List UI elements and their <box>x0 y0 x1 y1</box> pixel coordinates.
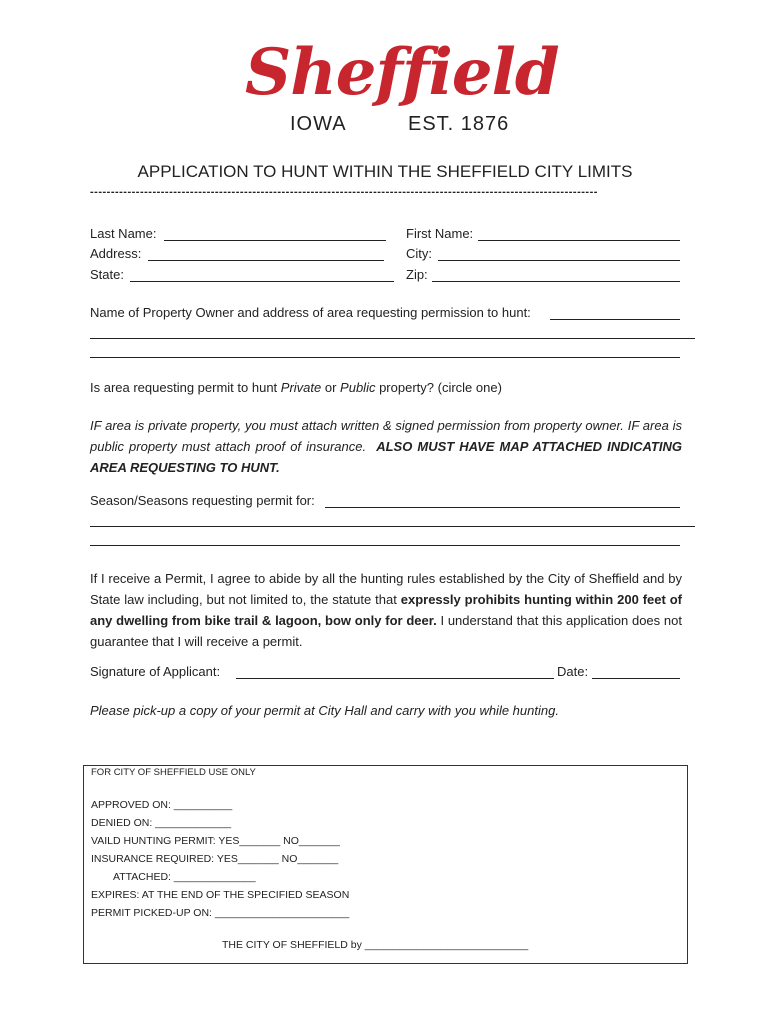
pickup-note: Please pick-up a copy of your permit at City Hall and carry with you while hunting. <box>90 703 559 718</box>
city-label: City: <box>406 246 432 261</box>
approved-on: APPROVED ON: __________ <box>91 799 233 811</box>
season-field[interactable] <box>325 507 680 508</box>
zip-label: Zip: <box>406 267 428 282</box>
agreement-text-end: I understand that this application does not guarantee that I will receive a permit. <box>90 613 682 649</box>
season-line-2[interactable] <box>90 526 695 527</box>
date-field[interactable] <box>592 678 680 679</box>
signature-field[interactable] <box>236 678 554 679</box>
first-name-label: First Name: <box>406 226 474 241</box>
agreement-paragraph <box>90 568 682 652</box>
denied-on: DENIED ON: _____________ <box>91 817 232 829</box>
title-divider: -------------------------------------------------------------------------------------------------------------------------- <box>90 186 598 198</box>
page-title: APPLICATION TO HUNT WITHIN THE SHEFFIELD CITY LIMITS <box>137 162 633 181</box>
private-public-question <box>90 380 502 395</box>
address-label: Address: <box>90 246 142 261</box>
first-name-field[interactable] <box>478 240 680 241</box>
last-name-label: Last Name: <box>90 226 157 241</box>
sheffield-logo: Sheffield <box>245 35 559 110</box>
address-field[interactable] <box>148 260 384 261</box>
signature-label: Signature of Applicant: <box>90 664 221 679</box>
state-field[interactable] <box>130 281 394 282</box>
notice-italic-text: IF area is private property, you must attach written & signed permission from property owner. IF area is public property must attach proof of insurance. <box>90 418 682 454</box>
private-property-notice <box>90 415 682 478</box>
valid-hunting-permit: VAILD HUNTING PERMIT: YES_______ NO_______ <box>91 835 340 847</box>
agreement-text-start: If I receive a Permit, I agree to abide by all the hunting rules established by the City of Sheffield and by State law including, but not limited to, the statute that <box>90 571 682 607</box>
insurance-attached: ATTACHED: ______________ <box>113 871 256 883</box>
zip-field[interactable] <box>432 281 680 282</box>
logo-state: IOWA <box>290 113 347 135</box>
insurance-required: INSURANCE REQUIRED: YES_______ NO_______ <box>91 853 339 865</box>
property-owner-line-2[interactable] <box>90 338 695 339</box>
permit-picked-up-on: PERMIT PICKED-UP ON: _______________________ <box>91 907 350 919</box>
season-label: Season/Seasons requesting permit for: <box>90 493 315 508</box>
property-owner-label: Name of Property Owner and address of area requesting permission to hunt: <box>90 305 531 320</box>
property-owner-field[interactable] <box>550 319 680 320</box>
date-label: Date: <box>557 664 589 679</box>
question-or: or <box>321 380 341 395</box>
expires: EXPIRES: AT THE END OF THE SPECIFIED SEASON <box>91 889 350 901</box>
state-label: State: <box>90 267 124 282</box>
office-use-heading: FOR CITY OF SHEFFIELD USE ONLY <box>91 767 256 778</box>
question-prefix: Is area requesting permit to hunt <box>90 380 281 395</box>
agreement-statute-text: expressly prohibits hunting within 200 feet of any dwelling from bike trail & lagoon, bow only for deer. <box>90 592 682 628</box>
option-private[interactable]: Private <box>280 380 322 395</box>
question-suffix: property? (circle one) <box>375 380 502 395</box>
logo-established: EST. 1876 <box>408 113 510 135</box>
city-signature: THE CITY OF SHEFFIELD by ____________________________ <box>222 939 529 951</box>
option-public[interactable]: Public <box>340 380 376 395</box>
notice-map-requirement: ALSO MUST HAVE MAP ATTACHED INDICATING AREA REQUESTING TO HUNT. <box>90 439 682 475</box>
season-line-3[interactable] <box>90 545 680 546</box>
last-name-field[interactable] <box>164 240 386 241</box>
property-owner-line-3[interactable] <box>90 357 680 358</box>
city-field[interactable] <box>438 260 680 261</box>
